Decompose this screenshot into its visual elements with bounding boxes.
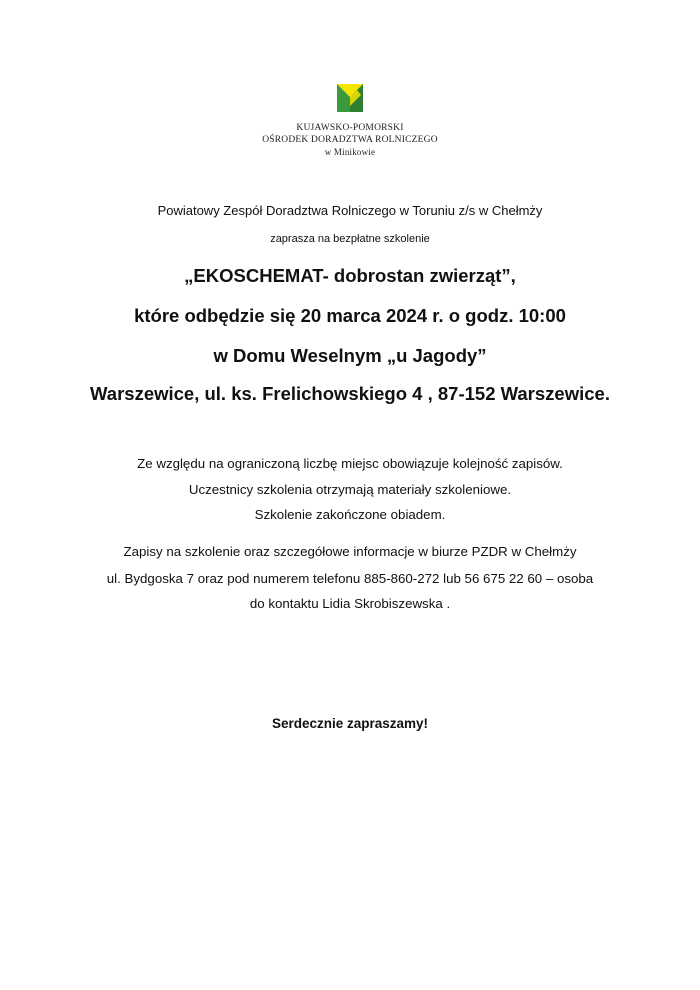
training-venue: w Domu Weselnym „u Jagody” [213, 345, 487, 366]
info-line-materials: Uczestnicy szkolenia otrzymają materiały szkoleniowe. [188, 482, 512, 497]
info-line-lunch: Szkolenie zakończone obiadem. [254, 507, 446, 522]
logo-line-2: OŚRODEK DORADZTWA ROLNICZEGO [262, 135, 438, 145]
logo-text [0, 122, 700, 158]
training-date: które odbędzie się 20 marca 2024 r. o godz. 10:00 [134, 305, 566, 326]
organizer-text: Powiatowy Zespół Doradztwa Rolniczego w Toruniu z/s w Chełmży [157, 203, 543, 218]
closing-text: Serdecznie zapraszamy! [271, 716, 429, 731]
kpodr-emblem-icon [335, 82, 365, 114]
logo-line-1: KUJAWSKO-POMORSKI [296, 123, 404, 133]
kpodr-logo [0, 82, 700, 158]
training-title: „EKOSCHEMAT- dobrostan zwierząt”, [184, 265, 516, 286]
invitation-text: zaprasza na bezpłatne szkolenie [270, 233, 430, 245]
contact-line-1: Zapisy na szkolenie oraz szczegółowe informacje w biurze PZDR w Chełmży [123, 544, 577, 559]
contact-line-2: ul. Bydgoska 7 oraz pod numerem telefonu 885-860-272 lub 56 675 22 60 – osoba [106, 571, 594, 586]
contact-line-3: do kontaktu Lidia Skrobiszewska . [249, 596, 451, 611]
logo-line-3: w Minikowie [324, 147, 376, 157]
info-line-limited-seats: Ze względu na ograniczoną liczbę miejsc obowiązuje kolejność zapisów. [137, 456, 563, 471]
training-address: Warszewice, ul. ks. Frelichowskiego 4 , 87-152 Warszewice. [90, 383, 610, 404]
